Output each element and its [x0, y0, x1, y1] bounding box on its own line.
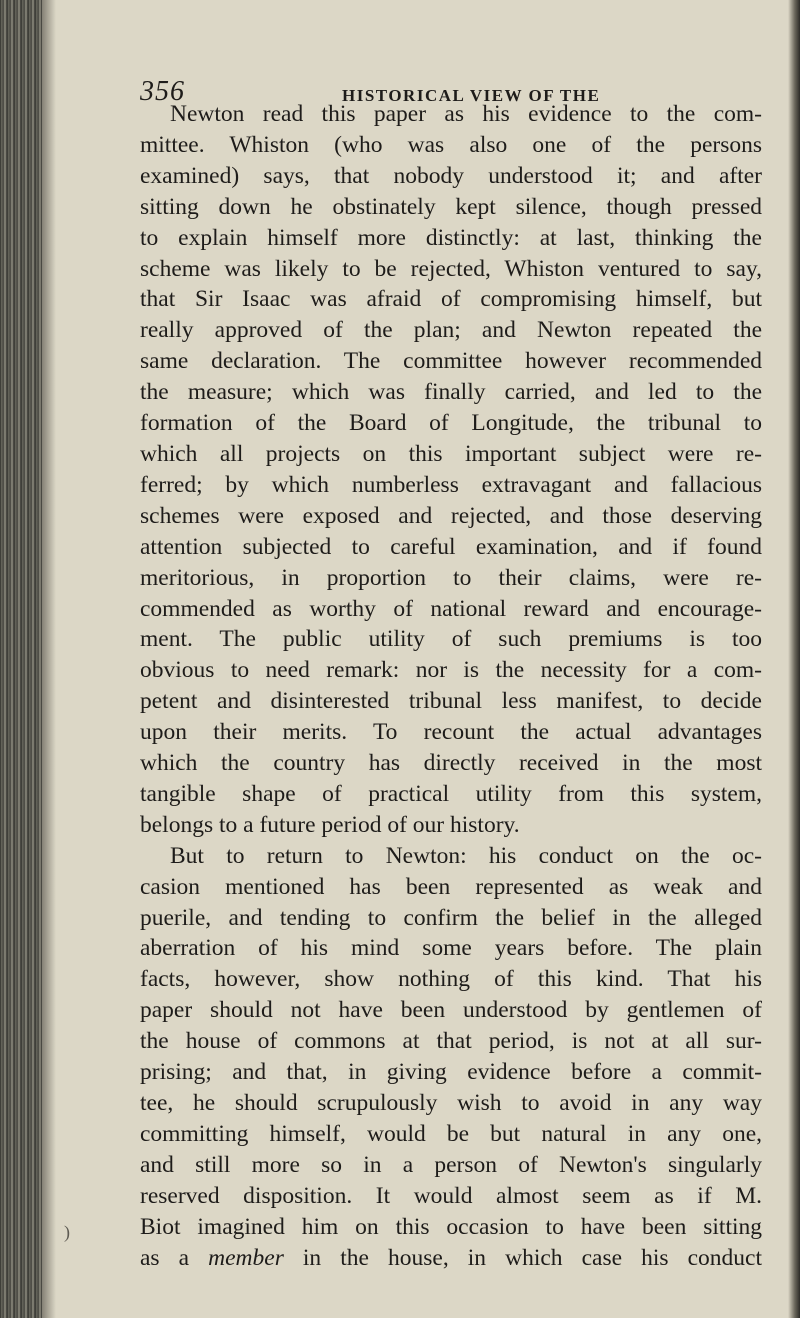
text-line: tee, he should scrupulously wish to avoid in any way — [140, 1090, 762, 1116]
text-line: committing himself, would be but natural in any one, — [140, 1120, 762, 1147]
text-line: sitting down he obstinately kept silence, though pressed — [140, 193, 762, 220]
text-line: commended as worthy of national reward and encourage- — [140, 595, 762, 622]
text-line: paper should not have been understood by gentlemen of — [140, 997, 762, 1024]
text-line: puerile, and tending to confirm the belief in the alleged — [140, 904, 762, 931]
page-number: 356 — [140, 76, 185, 107]
text-line: attention subjected to careful examination, and if found — [140, 533, 762, 560]
text-line: scheme was likely to be rejected, Whiston ventured to say, — [140, 255, 762, 282]
book-page — [56, 0, 788, 1318]
text-line: to explain himself more distinctly: at last, thinking the — [140, 224, 762, 251]
text-line: and still more so in a person of Newton's singularly — [140, 1151, 762, 1178]
book-binding-edge — [0, 0, 42, 1318]
text-line: really approved of the plan; and Newton repeated the — [140, 317, 762, 344]
text-line: ferred; by which numberless extravagant and fallacious — [140, 471, 762, 498]
text-line: casion mentioned has been represented as weak and — [140, 873, 762, 900]
text-line: Biot imagined him on this occasion to have been sitting — [140, 1213, 762, 1240]
text-line: tangible shape of practical utility from this system, — [140, 780, 762, 807]
text-line: belongs to a future period of our history. — [140, 811, 520, 838]
text-line: as a member in the house, in which case his conduct — [140, 1244, 762, 1271]
text-line: petent and disinterested tribunal less manifest, to decide — [140, 688, 762, 715]
text-line: the house of commons at that period, is not at all sur- — [140, 1028, 762, 1055]
text-line: reserved disposition. It would almost seem as if M. — [140, 1182, 762, 1209]
stray-mark: ) — [64, 1222, 70, 1242]
text-line: ment. The public utility of such premiums is too — [140, 626, 762, 653]
text-line: that Sir Isaac was afraid of compromising himself, but — [140, 286, 762, 313]
text-line: obvious to need remark: nor is the necessity for a com- — [140, 657, 762, 684]
text-line: which the country has directly received in the most — [140, 750, 762, 777]
text-line: mittee. Whiston (who was also one of the persons — [140, 131, 762, 158]
text-line: schemes were exposed and rejected, and those deserving — [140, 502, 762, 529]
text-line: Newton read this paper as his evidence to the com- — [170, 101, 762, 127]
text-line: formation of the Board of Longitude, the tribunal to — [140, 410, 762, 437]
text-line: prising; and that, in giving evidence before a commit- — [140, 1059, 762, 1086]
running-title: HISTORICAL VIEW OF THE — [342, 86, 601, 105]
text-line: upon their merits. To recount the actual advantages — [140, 719, 762, 746]
body-text — [140, 99, 762, 1273]
text-line: same declaration. The committee however recommended — [140, 348, 762, 375]
text-line: examined) says, that nobody understood it; and after — [140, 162, 762, 189]
text-line: facts, however, show nothing of this kind. That his — [140, 966, 762, 993]
text-line: But to return to Newton: his conduct on the oc- — [170, 842, 762, 869]
text-line: aberration of his mind some years before. The plain — [140, 935, 762, 962]
page-right-edge — [788, 0, 800, 1318]
text-line: meritorious, in proportion to their claims, were re- — [140, 564, 762, 591]
text-line: the measure; which was finally carried, and led to the — [140, 379, 762, 406]
gutter-shadow — [42, 0, 56, 1318]
text-line: which all projects on this important subject were re- — [140, 440, 762, 467]
